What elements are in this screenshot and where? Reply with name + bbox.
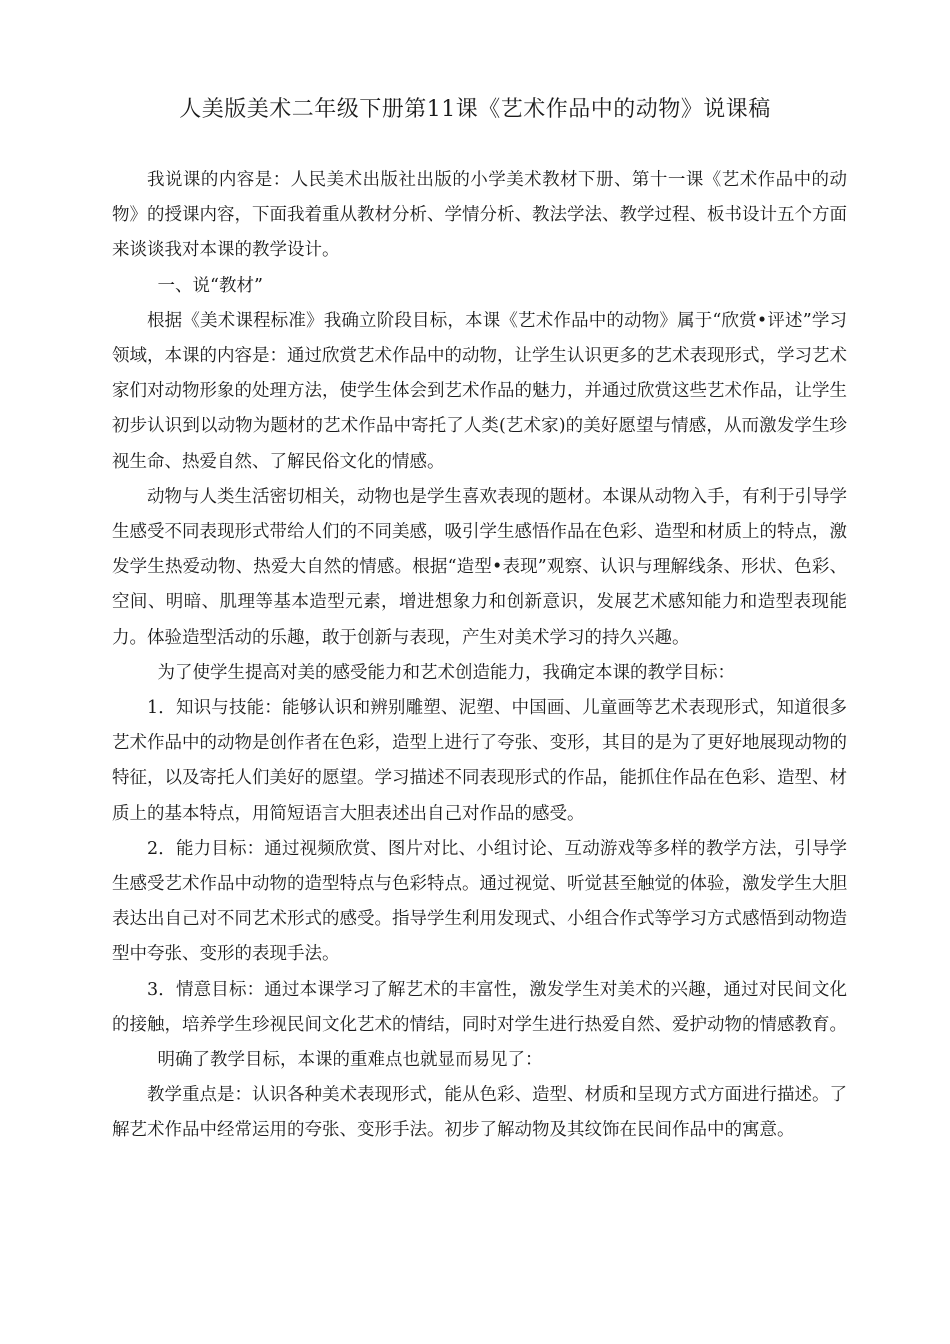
paragraph-animals-and-humans: 动物与人类生活密切相关，动物也是学生喜欢表现的题材。本课从动物入手，有利于引导学生感受不同表现形式带给人们的不同美感，吸引学生感悟作品在色彩、造型和材质上的特点，激发学生热爱动物、热爱大自然的情感。根据“造型•表现”观察、认识与理解线条、形状、色彩、空间、明暗、肌理等基本造型元素，增进想象力和创新意识，发展艺术感知能力和造型表现能力。体验造型活动的乐趣，敢于创新与表现，产生对美术学习的持久兴趣。 (112, 486, 847, 648)
paragraph-goals-intro: 为了使学生提高对美的感受能力和艺术创造能力，我确定本课的教学目标： (157, 662, 735, 683)
document-title: 人美版美术二年级下册第11课《艺术作品中的动物》说课稿 (179, 97, 771, 122)
paragraph-intro: 我说课的内容是：人民美术出版社出版的小学美术教材下册、第十一课《艺术作品中的动物》的授课内容，下面我着重从教材分析、学情分析、教法学法、教学过程、板书设计五个方面来谈谈我对本课的教学设计。 (112, 170, 847, 261)
paragraph-teaching-focus: 教学重点是：认识各种美术表现形式，能从色彩、造型、材质和呈现方式方面进行描述。了解艺术作品中经常运用的夸张、变形手法。初步了解动物及其纹饰在民间作品中的寓意。 (112, 1085, 847, 1141)
paragraph-textbook-analysis: 根据《美术课程标准》我确立阶段目标，本课《艺术作品中的动物》属于“欣赏•评述”学习领域，本课的内容是：通过欣赏艺术作品中的动物，让学生认识更多的艺术表现形式，学习艺术家们对动物形象的处理方法，使学生体会到艺术作品的魅力，并通过欣赏这些艺术作品，让学生初步认识到以动物为题材的艺术作品中寄托了人类(艺术家)的美好愿望与情感，从而激发学生珍视生命、热爱自然、了解民俗文化的情感。 (112, 310, 847, 472)
document-body (112, 163, 847, 1149)
section-heading-textbook: 一、说“教材” (157, 275, 263, 296)
paragraph-goal-knowledge: 1．知识与技能：能够认识和辨别雕塑、泥塑、中国画、儿童画等艺术表现形式，知道很多艺术作品中的动物是创作者在色彩，造型上进行了夸张、变形，其目的是为了更好地展现动物的特征，以及寄托人们美好的愿望。学习描述不同表现形式的作品，能抓住作品在色彩、造型、材质上的基本特点，用简短语言大胆表述出自己对作品的感受。 (112, 698, 847, 824)
paragraph-goal-emotion: 3．情意目标：通过本课学习了解艺术的丰富性，激发学生对美术的兴趣，通过对民间文化的接触，培养学生珍视民间文化艺术的情结，同时对学生进行热爱自然、爱护动物的情感教育。 (112, 979, 847, 1035)
paragraph-goal-ability: 2．能力目标：通过视频欣赏、图片对比、小组讨论、互动游戏等多样的教学方法，引导学生感受艺术作品中动物的造型特点与色彩特点。通过视觉、听觉甚至触觉的体验，激发学生大胆表达出自己对不同艺术形式的感受。指导学生利用发现式、小组合作式等学习方式感悟到动物造型中夸张、变形的表现手法。 (112, 838, 847, 965)
paragraph-key-points-intro: 明确了教学目标，本课的重难点也就显而易见了： (157, 1050, 543, 1071)
